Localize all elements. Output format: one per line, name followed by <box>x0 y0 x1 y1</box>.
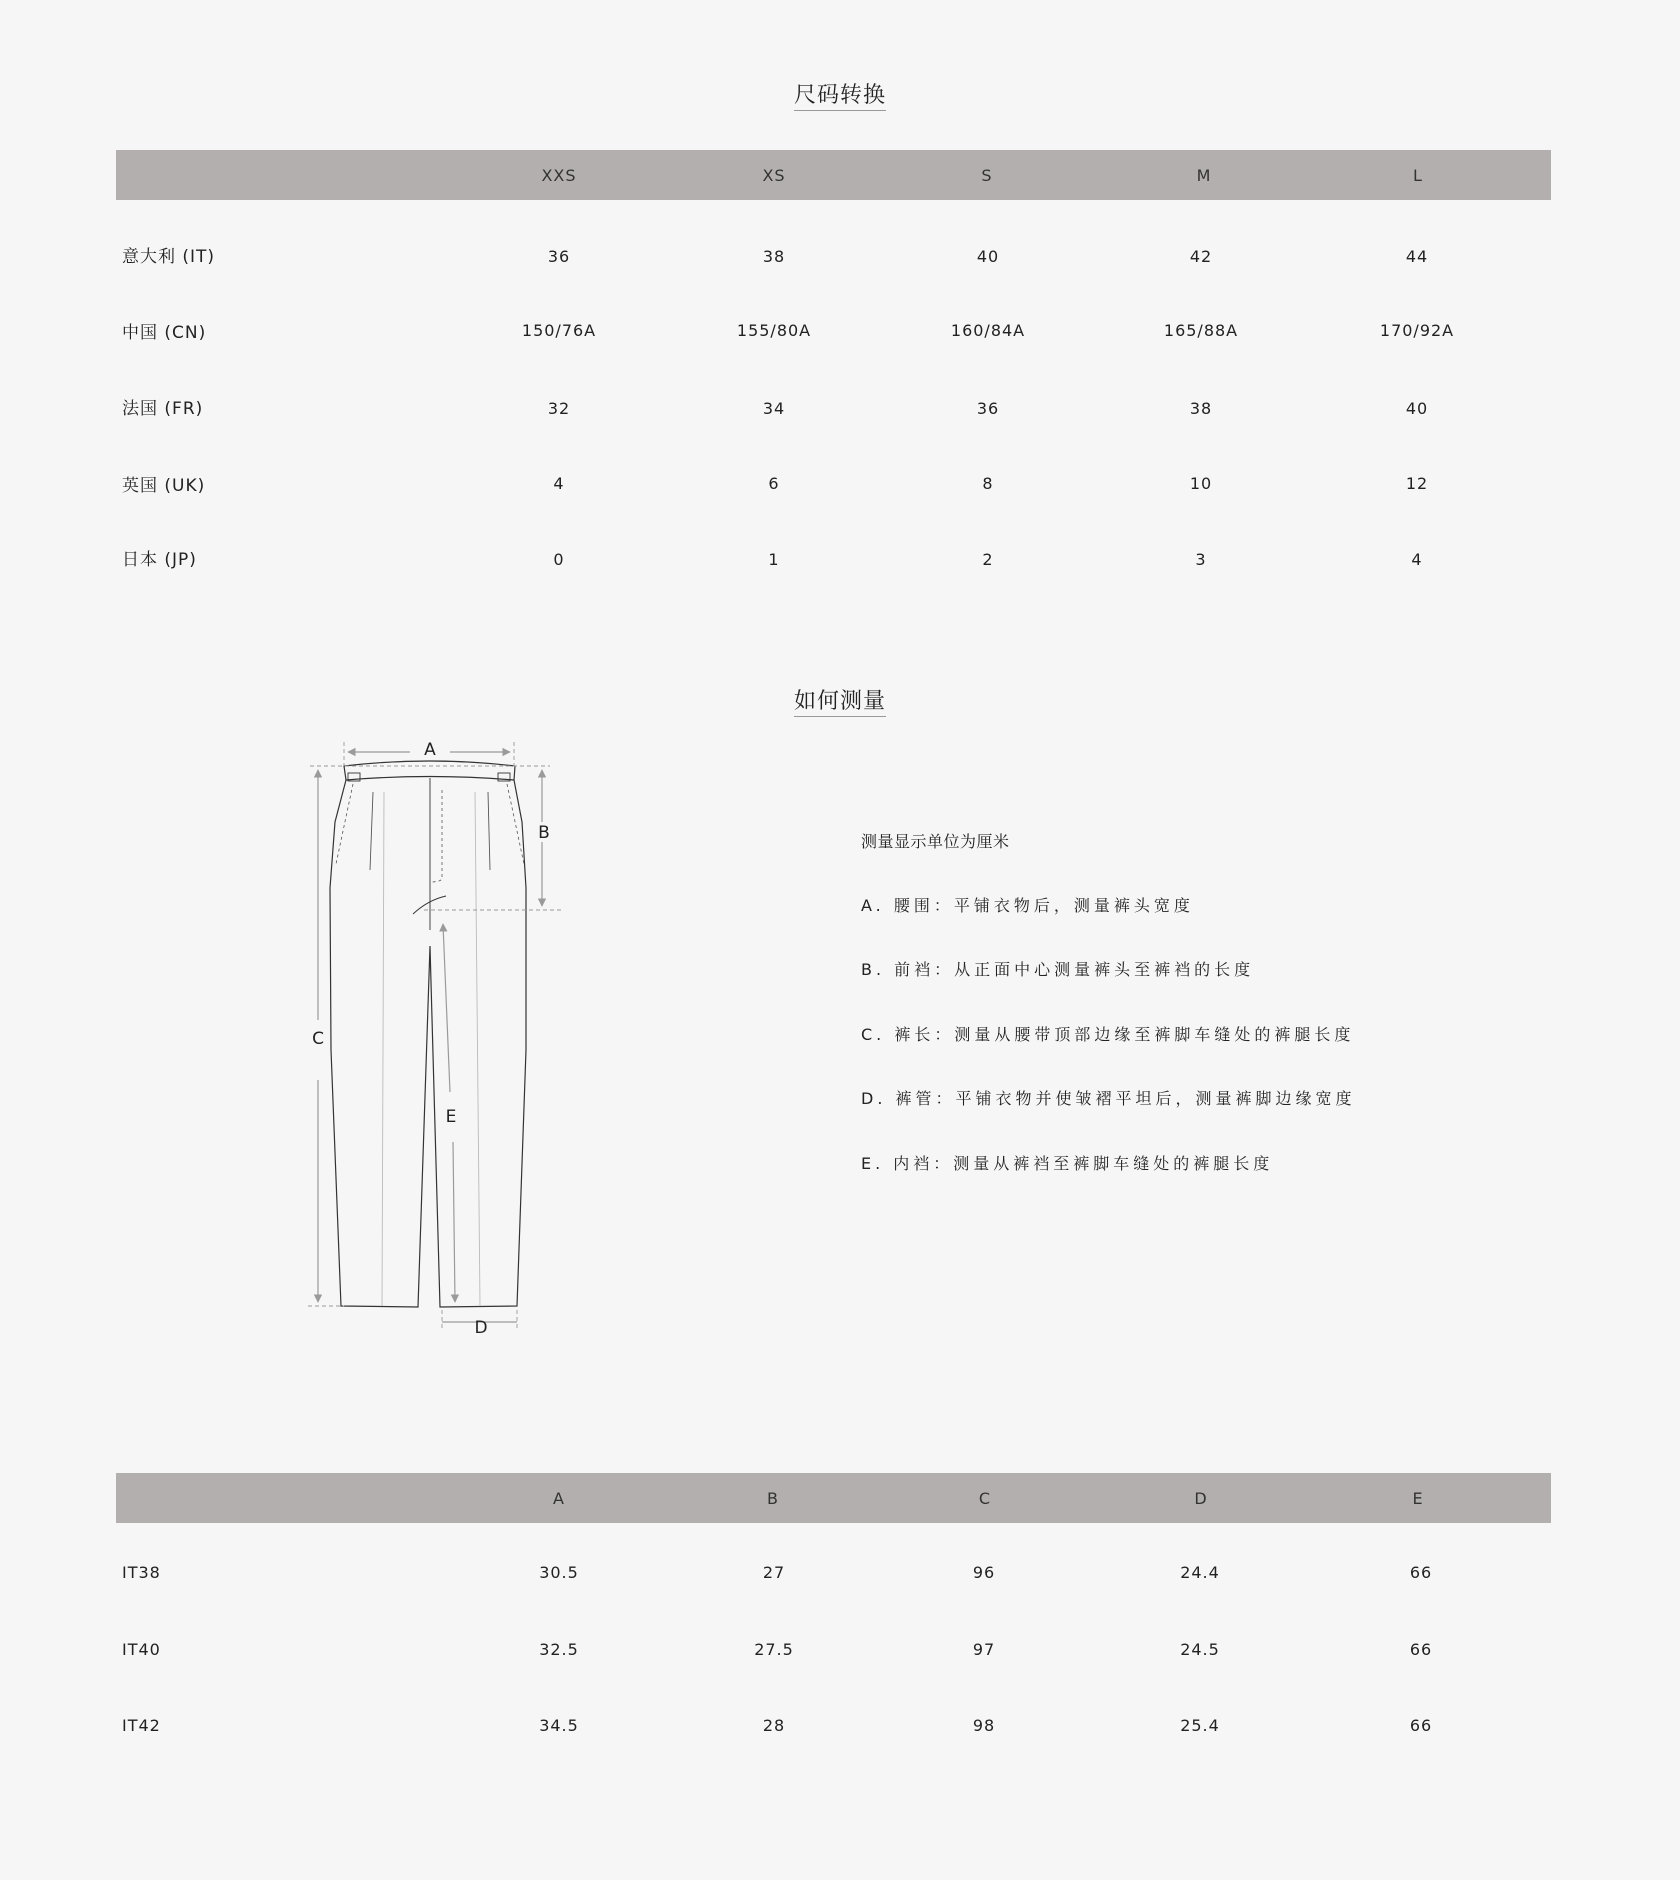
table-cell: 1 <box>768 550 780 569</box>
table-cell: 32.5 <box>539 1640 579 1659</box>
table-cell: 30.5 <box>539 1563 579 1582</box>
table-cell: 10 <box>1189 474 1213 493</box>
trousers-outline <box>330 761 526 1307</box>
table-cell: 2 <box>982 550 994 569</box>
trousers-diagram <box>290 730 590 1340</box>
row-label: 日本 (JP) <box>122 550 197 570</box>
header-size: XXS <box>541 166 577 185</box>
table-cell: 38 <box>762 247 786 266</box>
table-cell: 150/76A <box>521 321 597 340</box>
table-cell: 12 <box>1405 474 1429 493</box>
table-cell: 170/92A <box>1379 321 1455 340</box>
row-label: 中国 (CN) <box>122 323 207 343</box>
table-cell: 6 <box>768 474 780 493</box>
table-cell: 36 <box>976 399 1000 418</box>
table-cell: 40 <box>976 247 1000 266</box>
table-cell: 34.5 <box>539 1716 579 1735</box>
table-row <box>0 394 1680 424</box>
table-cell: 165/88A <box>1163 321 1239 340</box>
table-cell: 42 <box>1189 247 1213 266</box>
table-cell: 36 <box>547 247 571 266</box>
label-b: B <box>538 823 550 843</box>
table-cell: 32 <box>547 399 571 418</box>
table-cell: 155/80A <box>736 321 812 340</box>
table-row <box>0 318 1680 348</box>
table-row <box>0 1563 1680 1593</box>
table-cell: 40 <box>1405 399 1429 418</box>
header-size: S <box>981 166 993 185</box>
header-measure: A <box>553 1489 565 1508</box>
how-to-measure-title: 如何测量 <box>0 684 1680 715</box>
label-a: A <box>424 740 436 760</box>
unit-note: 测量显示单位为厘米 <box>861 832 1010 851</box>
instruction-b: B. 前裆：从正面中心测量裤头至裤裆的长度 <box>861 960 1255 979</box>
label-c: C <box>312 1029 324 1049</box>
row-label: IT42 <box>122 1716 161 1735</box>
table-cell: 44 <box>1405 247 1429 266</box>
header-size: M <box>1196 166 1212 185</box>
size-conversion-title: 尺码转换 <box>0 78 1680 109</box>
table-row <box>0 1716 1680 1746</box>
table-cell: 96 <box>972 1563 996 1582</box>
guide-lines <box>308 742 562 1330</box>
table-cell: 3 <box>1195 550 1207 569</box>
table-row <box>0 545 1680 575</box>
table-cell: 38 <box>1189 399 1213 418</box>
table-cell: 24.4 <box>1180 1563 1220 1582</box>
table-cell: 25.4 <box>1180 1716 1220 1735</box>
table-cell: 66 <box>1409 1563 1433 1582</box>
header-measure: D <box>1194 1489 1208 1508</box>
table-row <box>0 471 1680 501</box>
table-cell: 34 <box>762 399 786 418</box>
instruction-c: C. 裤长：测量从腰带顶部边缘至裤脚车缝处的裤腿长度 <box>861 1025 1355 1044</box>
size-table-header <box>116 150 1551 200</box>
row-label: IT40 <box>122 1640 161 1659</box>
row-label: 意大利 (IT) <box>122 247 216 267</box>
label-d: D <box>474 1318 488 1338</box>
table-cell: 160/84A <box>950 321 1026 340</box>
header-size: L <box>1413 166 1423 185</box>
instruction-d: D. 裤管：平铺衣物并使皱褶平坦后，测量裤脚边缘宽度 <box>861 1089 1356 1108</box>
dimension-e-top <box>443 924 450 1092</box>
table-cell: 98 <box>972 1716 996 1735</box>
label-e: E <box>445 1107 457 1127</box>
instruction-a: A. 腰围：平铺衣物后，测量裤头宽度 <box>861 896 1194 915</box>
table-row <box>0 242 1680 272</box>
table-cell: 27.5 <box>754 1640 794 1659</box>
table-cell: 0 <box>553 550 565 569</box>
table-cell: 24.5 <box>1180 1640 1220 1659</box>
header-size: XS <box>762 166 786 185</box>
table-cell: 27 <box>762 1563 786 1582</box>
table-cell: 66 <box>1409 1716 1433 1735</box>
table-cell: 28 <box>762 1716 786 1735</box>
table-cell: 66 <box>1409 1640 1433 1659</box>
instruction-e: E. 内裆：测量从裤裆至裤脚车缝处的裤腿长度 <box>861 1154 1274 1173</box>
row-label: 英国 (UK) <box>122 476 206 496</box>
header-measure: C <box>978 1489 992 1508</box>
table-cell: 97 <box>972 1640 996 1659</box>
header-measure: B <box>767 1489 779 1508</box>
table-cell: 4 <box>553 474 565 493</box>
table-row <box>0 1640 1680 1670</box>
table-cell: 8 <box>982 474 994 493</box>
row-label: 法国 (FR) <box>122 399 204 419</box>
table-cell: 4 <box>1411 550 1423 569</box>
row-label: IT38 <box>122 1563 161 1582</box>
header-measure: E <box>1412 1489 1424 1508</box>
dimension-e-bottom <box>453 1142 455 1302</box>
measurement-table-header <box>116 1473 1551 1523</box>
